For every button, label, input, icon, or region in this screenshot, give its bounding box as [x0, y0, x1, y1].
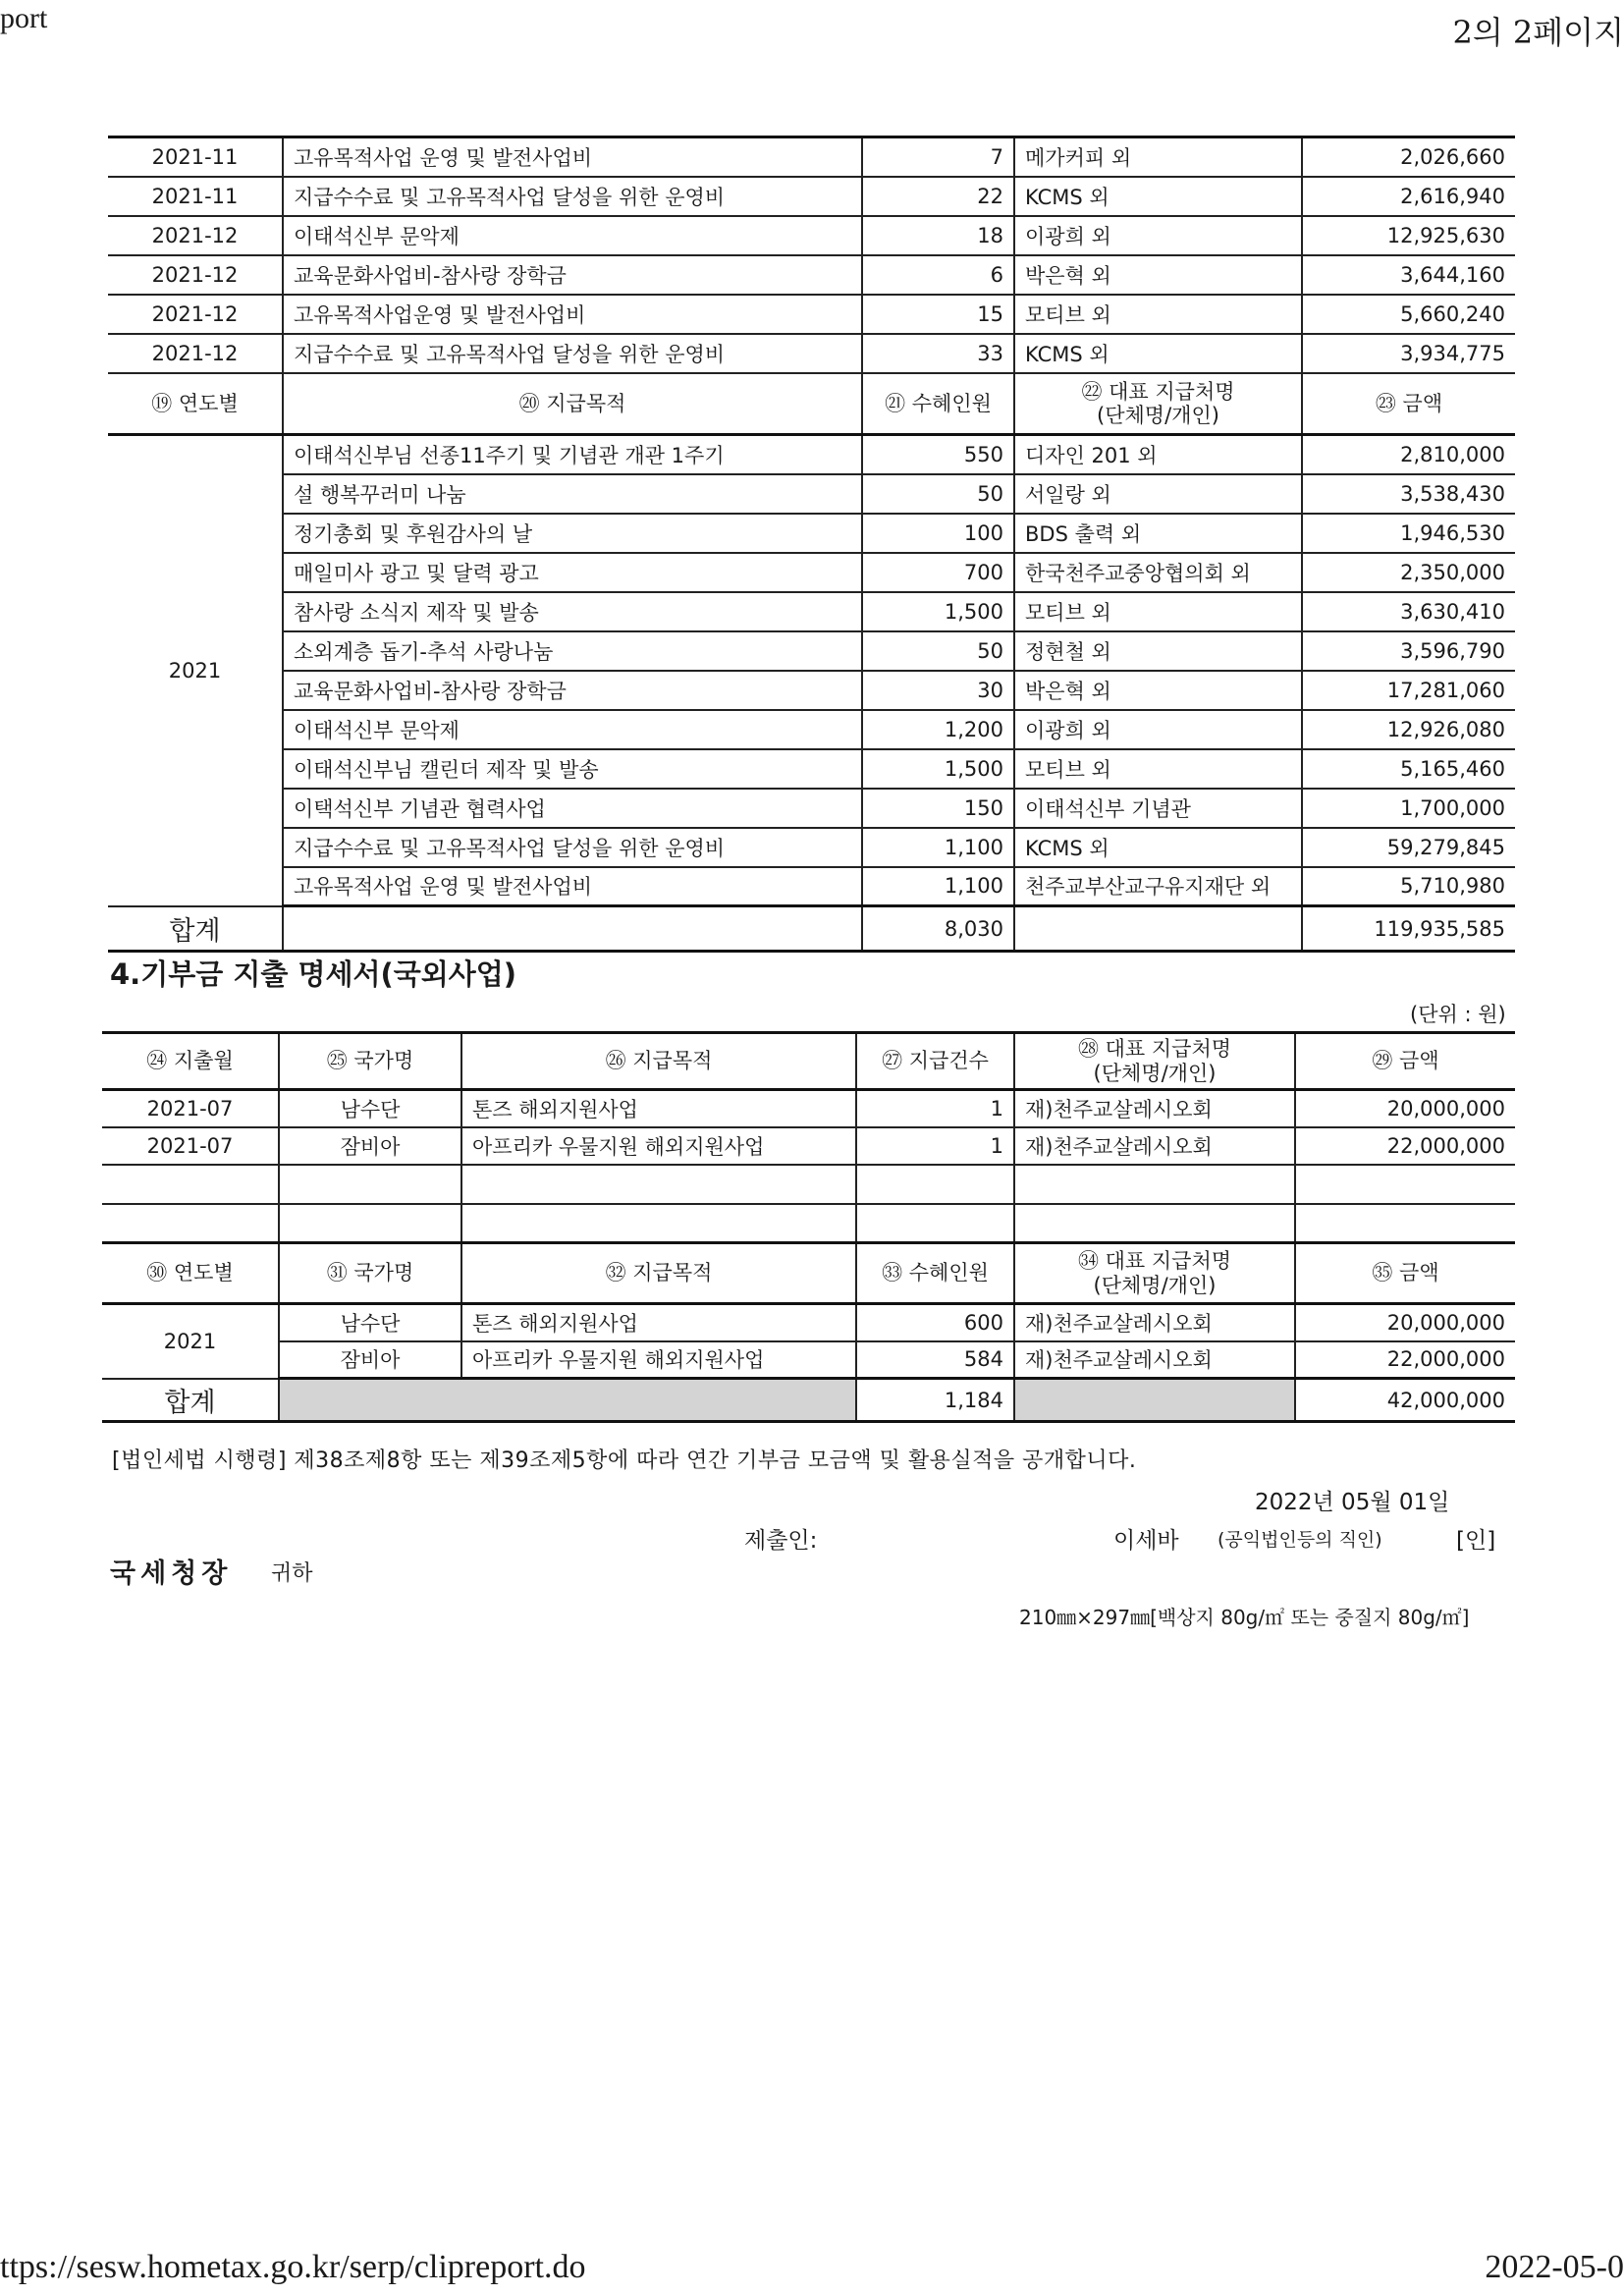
amount-cell: 5,165,460	[1302, 749, 1515, 789]
amount-cell: 22,000,000	[1295, 1341, 1515, 1379]
purpose-cell: 이태석신부 문악제	[283, 216, 862, 255]
total-purpose-empty	[283, 906, 862, 952]
header-beneficiaries: ㉑ 수혜인원	[862, 373, 1014, 435]
total-amount: 119,935,585	[1302, 906, 1515, 952]
purpose-cell: 설 행복꾸러미 나눔	[283, 474, 862, 514]
header-beneficiaries: ㉝ 수혜인원	[856, 1243, 1014, 1304]
beneficiaries-cell: 150	[862, 789, 1014, 828]
count-cell: 15	[862, 295, 1014, 334]
beneficiaries-cell: 1,200	[862, 710, 1014, 749]
total-amount: 42,000,000	[1295, 1379, 1515, 1422]
beneficiaries-cell: 1,100	[862, 828, 1014, 867]
table-row	[108, 255, 1515, 295]
beneficiaries-cell: 550	[862, 435, 1014, 474]
recipient-cell: 한국천주교중앙협의회 외	[1014, 553, 1302, 592]
section-title: 4.기부금 지출 명세서(국외사업)	[110, 957, 517, 991]
table-row	[108, 474, 1515, 514]
total-beneficiaries: 8,030	[862, 906, 1014, 952]
table-row	[108, 631, 1515, 671]
beneficiaries-cell: 1,100	[862, 867, 1014, 906]
recipient-cell: KCMS 외	[1014, 177, 1302, 216]
month-cell: 2021-12	[108, 255, 283, 295]
table-row	[108, 295, 1515, 334]
count-cell: 7	[862, 137, 1014, 177]
month-cell: 2021-12	[108, 295, 283, 334]
beneficiaries-cell: 700	[862, 553, 1014, 592]
count-cell: 22	[862, 177, 1014, 216]
purpose-cell: 이택석신부 기념관 협력사업	[283, 789, 862, 828]
beneficiaries-cell: 600	[856, 1304, 1014, 1341]
header-amount: ㉟ 금액	[1295, 1243, 1515, 1304]
domestic-total-row	[108, 906, 1515, 952]
total-recipient-empty	[1014, 906, 1302, 952]
header-amount: ㉓ 금액	[1302, 373, 1515, 435]
page-counter: 2의 2페이지	[1452, 14, 1624, 51]
submitter-role: (공익법인등의 직인)	[1218, 1529, 1382, 1551]
country-cell: 잠비아	[279, 1127, 461, 1165]
count-cell: 1	[856, 1127, 1014, 1165]
purpose-cell: 이태석신부 문악제	[283, 710, 862, 749]
header-country: ㉕ 국가명	[279, 1033, 461, 1090]
unit-label: (단위 : 원)	[1410, 1003, 1506, 1026]
purpose-cell: 교육문화사업비-참사랑 장학금	[283, 255, 862, 295]
amount-cell: 5,660,240	[1302, 295, 1515, 334]
count-cell: 18	[862, 216, 1014, 255]
total-shaded-cell	[1014, 1379, 1295, 1422]
count-cell: 6	[862, 255, 1014, 295]
overseas-monthly-header-row	[102, 1033, 1515, 1090]
table-row	[108, 828, 1515, 867]
purpose-cell: 정기총회 및 후원감사의 날	[283, 514, 862, 553]
recipient-cell: 이광희 외	[1014, 710, 1302, 749]
recipient-cell: 이광희 외	[1014, 216, 1302, 255]
purpose-cell: 교육문화사업비-참사랑 장학금	[283, 671, 862, 710]
purpose-cell: 톤즈 해외지원사업	[461, 1090, 856, 1127]
total-shaded-cell	[279, 1379, 856, 1422]
table-row	[108, 334, 1515, 373]
purpose-cell: 매일미사 광고 및 달력 광고	[283, 553, 862, 592]
year-cell: 2021	[108, 435, 283, 906]
purpose-cell: 톤즈 해외지원사업	[461, 1304, 856, 1341]
table-row	[108, 789, 1515, 828]
recipient-office: 국세청장	[110, 1558, 233, 1589]
header-count: ㉗ 지급건수	[856, 1033, 1014, 1090]
submitter-label: 제출인:	[744, 1528, 818, 1554]
amount-cell: 1,946,530	[1302, 514, 1515, 553]
purpose-cell: 아프리카 우물지원 해외지원사업	[461, 1341, 856, 1379]
country-cell: 남수단	[279, 1090, 461, 1127]
month-cell: 2021-12	[108, 216, 283, 255]
amount-cell: 22,000,000	[1295, 1127, 1515, 1165]
overseas-total-row	[102, 1379, 1515, 1422]
month-cell: 2021-12	[108, 334, 283, 373]
purpose-cell: 지급수수료 및 고유목적사업 달성을 위한 운영비	[283, 828, 862, 867]
count-cell: 1	[856, 1090, 1014, 1127]
purpose-cell: 참사랑 소식지 제작 및 발송	[283, 592, 862, 631]
table-row	[108, 671, 1515, 710]
purpose-cell: 이태석신부님 선종11주기 및 기념관 개관 1주기	[283, 435, 862, 474]
browser-footer-url: ttps://sesw.hometax.go.kr/serp/clipreport.do	[0, 2249, 586, 2285]
amount-cell: 20,000,000	[1295, 1090, 1515, 1127]
recipient-cell: 박은혁 외	[1014, 255, 1302, 295]
beneficiaries-cell: 100	[862, 514, 1014, 553]
recipient-cell: 재)천주교살레시오회	[1014, 1090, 1295, 1127]
amount-cell: 17,281,060	[1302, 671, 1515, 710]
header-purpose: ㉜ 지급목적	[461, 1243, 856, 1304]
month-cell: 2021-07	[102, 1127, 279, 1165]
recipient-cell: 천주교부산교구유지재단 외	[1014, 867, 1302, 906]
header-purpose: ⑳ 지급목적	[283, 373, 862, 435]
amount-cell: 2,350,000	[1302, 553, 1515, 592]
table-row	[108, 514, 1515, 553]
recipient-cell: KCMS 외	[1014, 828, 1302, 867]
amount-cell: 12,925,630	[1302, 216, 1515, 255]
amount-cell: 59,279,845	[1302, 828, 1515, 867]
header-recipient-line2: (단체명/개인)	[1097, 403, 1219, 427]
recipient-cell: 모티브 외	[1014, 295, 1302, 334]
header-recipient-line2: (단체명/개인)	[1093, 1061, 1217, 1085]
count-cell: 33	[862, 334, 1014, 373]
table-row	[108, 435, 1515, 474]
purpose-cell: 고유목적사업 운영 및 발전사업비	[283, 867, 862, 906]
purpose-cell: 고유목적사업운영 및 발전사업비	[283, 295, 862, 334]
header-country: ㉛ 국가명	[279, 1243, 461, 1304]
recipient-cell: 재)천주교살레시오회	[1014, 1127, 1295, 1165]
header-recipient-line1: ㉘ 대표 지급처명	[1077, 1037, 1232, 1062]
header-year: ⑲ 연도별	[108, 373, 283, 435]
recipient-cell: 모티브 외	[1014, 592, 1302, 631]
amount-cell: 2,810,000	[1302, 435, 1515, 474]
header-recipient-line1: ㉒ 대표 지급처명	[1081, 379, 1235, 404]
amount-cell: 2,616,940	[1302, 177, 1515, 216]
amount-cell: 3,934,775	[1302, 334, 1515, 373]
submission-date: 2022년 05월 01일	[1255, 1490, 1450, 1515]
browser-footer-date: 2022-05-0	[1485, 2249, 1624, 2285]
total-label: 합계	[102, 1379, 279, 1422]
purpose-cell: 이태석신부님 캘린더 제작 및 발송	[283, 749, 862, 789]
recipient-cell: 이태석신부 기념관	[1014, 789, 1302, 828]
domestic-yearly-header-row	[108, 373, 1515, 435]
recipient-cell: 박은혁 외	[1014, 671, 1302, 710]
beneficiaries-cell: 1,500	[862, 749, 1014, 789]
recipient-cell: 모티브 외	[1014, 749, 1302, 789]
header-amount: ㉙ 금액	[1295, 1033, 1515, 1090]
amount-cell: 3,644,160	[1302, 255, 1515, 295]
amount-cell: 3,630,410	[1302, 592, 1515, 631]
seal-mark: [인]	[1456, 1528, 1496, 1554]
overseas-yearly-header-row	[102, 1243, 1515, 1304]
recipient-cell: 서일랑 외	[1014, 474, 1302, 514]
amount-cell: 12,926,080	[1302, 710, 1515, 749]
domestic-expenditure-table	[108, 136, 1515, 953]
beneficiaries-cell: 1,500	[862, 592, 1014, 631]
paper-spec: 210㎜×297㎜[백상지 80g/㎡ 또는 중질지 80g/㎡]	[1019, 1606, 1470, 1629]
purpose-cell: 고유목적사업 운영 및 발전사업비	[283, 137, 862, 177]
beneficiaries-cell: 50	[862, 474, 1014, 514]
header-year: ㉚ 연도별	[102, 1243, 279, 1304]
overseas-expenditure-table	[102, 1031, 1515, 1423]
year-cell: 2021	[102, 1304, 279, 1379]
table-row	[108, 137, 1515, 177]
amount-cell: 3,538,430	[1302, 474, 1515, 514]
recipient-cell: 재)천주교살레시오회	[1014, 1304, 1295, 1341]
table-row	[108, 216, 1515, 255]
month-cell: 2021-11	[108, 177, 283, 216]
browser-header-title: port	[0, 2, 48, 34]
table-row	[108, 867, 1515, 906]
amount-cell: 2,026,660	[1302, 137, 1515, 177]
recipient-cell: 재)천주교살레시오회	[1014, 1341, 1295, 1379]
header-recipient-line1: ㉞ 대표 지급처명	[1077, 1249, 1232, 1274]
purpose-cell: 지급수수료 및 고유목적사업 달성을 위한 운영비	[283, 334, 862, 373]
recipient-cell: 디자인 201 외	[1014, 435, 1302, 474]
overseas-empty-row	[102, 1204, 1515, 1243]
table-row	[102, 1341, 1515, 1379]
beneficiaries-cell: 30	[862, 671, 1014, 710]
submitter-name: 이세바	[1113, 1528, 1179, 1554]
header-recipient	[1014, 1243, 1295, 1304]
amount-cell: 3,596,790	[1302, 631, 1515, 671]
header-purpose: ㉖ 지급목적	[461, 1033, 856, 1090]
header-month: ㉔ 지출월	[102, 1033, 279, 1090]
beneficiaries-cell: 50	[862, 631, 1014, 671]
purpose-cell: 지급수수료 및 고유목적사업 달성을 위한 운영비	[283, 177, 862, 216]
header-recipient	[1014, 1033, 1295, 1090]
table-row	[108, 592, 1515, 631]
country-cell: 남수단	[279, 1304, 461, 1341]
legal-note: [법인세법 시행령] 제38조제8항 또는 제39조제5항에 따라 연간 기부금 모금액 및 활용실적을 공개합니다.	[112, 1449, 1137, 1473]
total-label: 합계	[108, 906, 283, 952]
purpose-cell: 아프리카 우물지원 해외지원사업	[461, 1127, 856, 1165]
table-row	[108, 177, 1515, 216]
amount-cell: 5,710,980	[1302, 867, 1515, 906]
recipient-cell: BDS 출력 외	[1014, 514, 1302, 553]
header-recipient-line2: (단체명/개인)	[1093, 1273, 1217, 1297]
total-beneficiaries: 1,184	[856, 1379, 1014, 1422]
amount-cell: 1,700,000	[1302, 789, 1515, 828]
recipient-suffix: 귀하	[271, 1561, 313, 1586]
country-cell: 잠비아	[279, 1341, 461, 1379]
month-cell: 2021-11	[108, 137, 283, 177]
month-cell: 2021-07	[102, 1090, 279, 1127]
table-row	[102, 1090, 1515, 1127]
table-row	[102, 1304, 1515, 1341]
table-row	[108, 553, 1515, 592]
beneficiaries-cell: 584	[856, 1341, 1014, 1379]
recipient-cell: 정현철 외	[1014, 631, 1302, 671]
table-row	[108, 710, 1515, 749]
header-recipient	[1014, 373, 1302, 435]
table-row	[102, 1127, 1515, 1165]
recipient-cell: KCMS 외	[1014, 334, 1302, 373]
amount-cell: 20,000,000	[1295, 1304, 1515, 1341]
overseas-empty-row	[102, 1165, 1515, 1204]
table-row	[108, 749, 1515, 789]
recipient-cell: 메가커피 외	[1014, 137, 1302, 177]
purpose-cell: 소외계층 돕기-추석 사랑나눔	[283, 631, 862, 671]
